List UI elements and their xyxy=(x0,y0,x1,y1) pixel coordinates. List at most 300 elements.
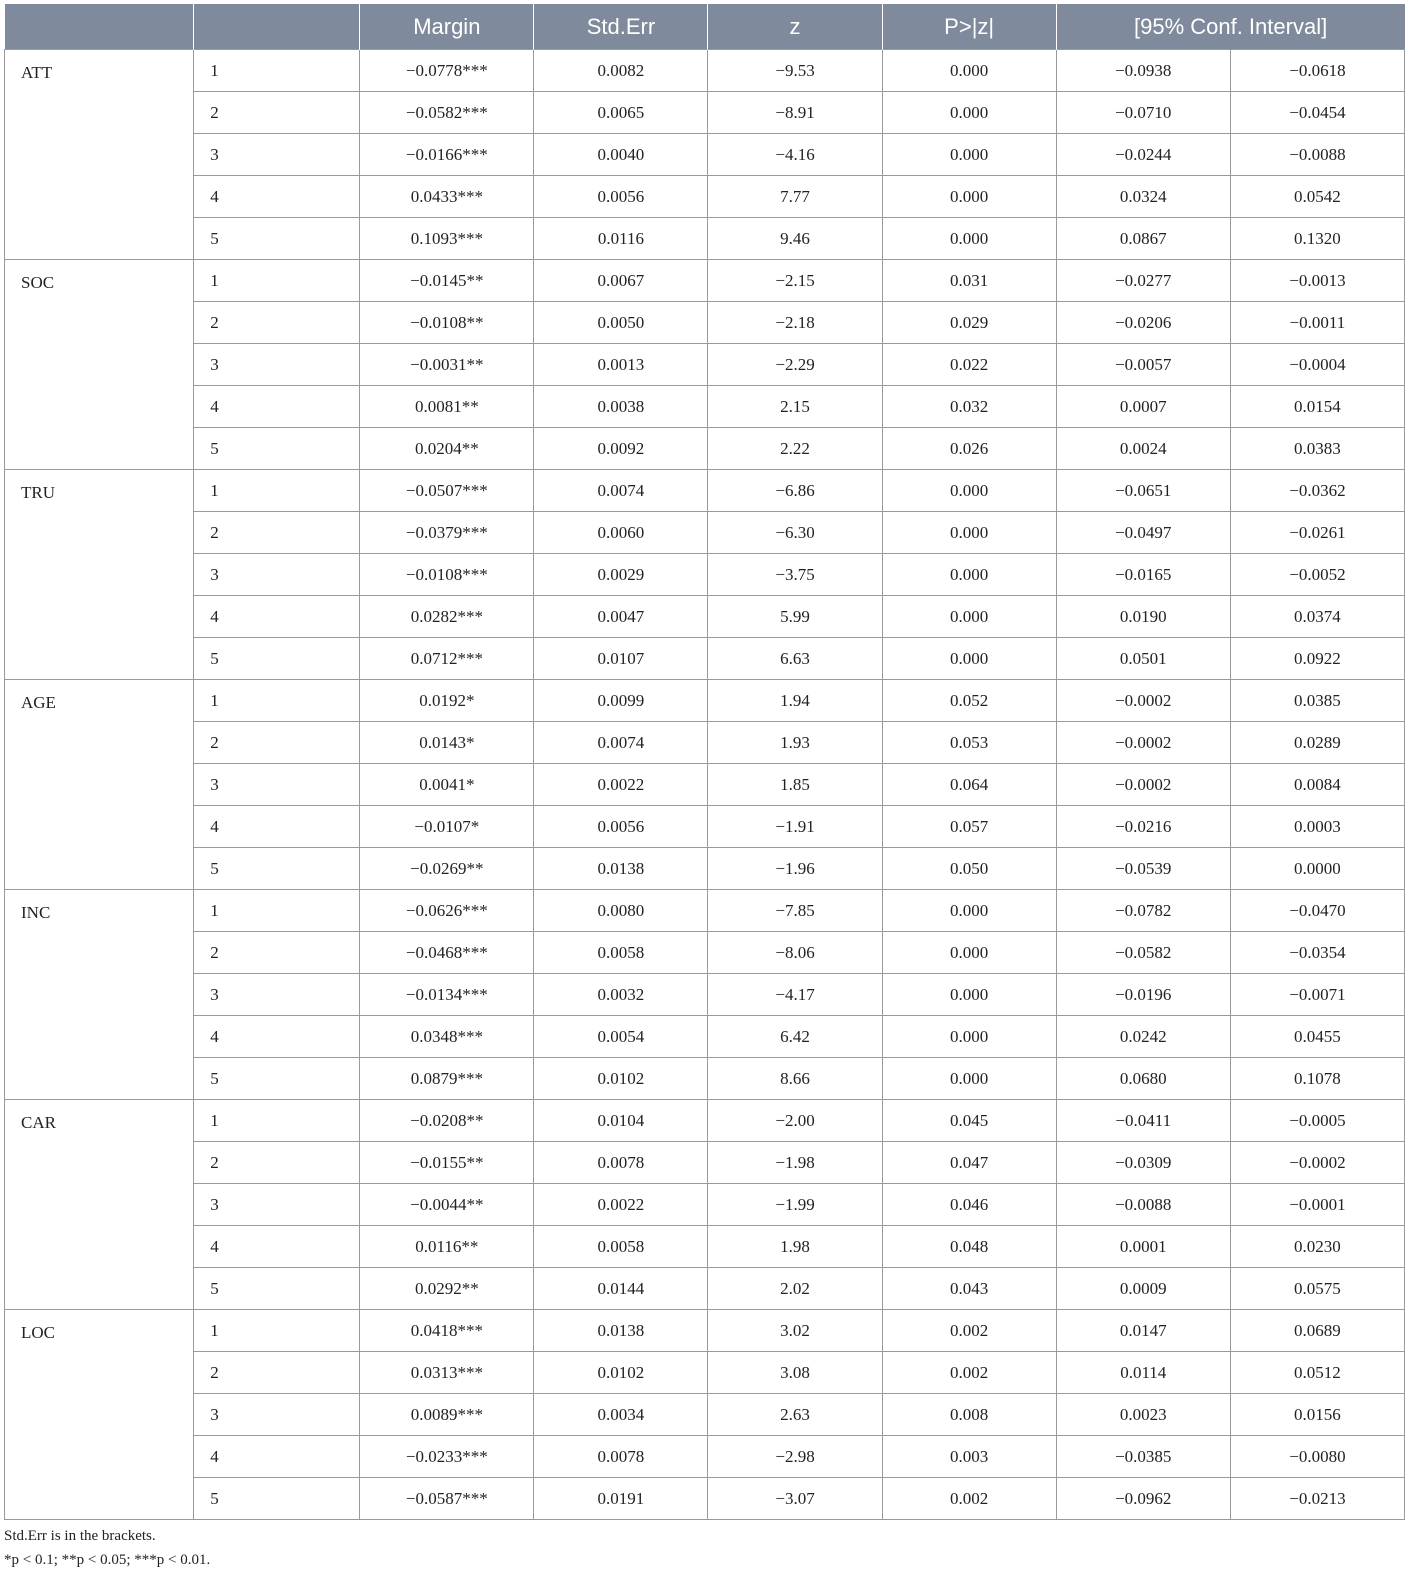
ci-lower: 0.0147 xyxy=(1056,1310,1230,1352)
ci-upper: −0.0080 xyxy=(1230,1436,1404,1478)
ci-lower: −0.0196 xyxy=(1056,974,1230,1016)
margin-value: −0.0269** xyxy=(360,848,534,890)
std-err-value: 0.0191 xyxy=(534,1478,708,1520)
ci-lower: −0.0057 xyxy=(1056,344,1230,386)
header-p-value: P>|z| xyxy=(882,4,1056,50)
table-header xyxy=(5,4,1405,50)
std-err-value: 0.0050 xyxy=(534,302,708,344)
z-value: −9.53 xyxy=(708,50,882,92)
p-value: 0.043 xyxy=(882,1268,1056,1310)
marginal-effects-table xyxy=(4,4,1405,1520)
outcome-level: 3 xyxy=(194,764,360,806)
table-row xyxy=(5,596,1405,638)
outcome-level: 4 xyxy=(194,1016,360,1058)
z-value: −4.17 xyxy=(708,974,882,1016)
margin-value: −0.0145** xyxy=(360,260,534,302)
margin-value: −0.0108*** xyxy=(360,554,534,596)
p-value: 0.002 xyxy=(882,1310,1056,1352)
header-outcome xyxy=(194,4,360,50)
outcome-level: 3 xyxy=(194,1394,360,1436)
outcome-level: 3 xyxy=(194,1184,360,1226)
z-value: −1.91 xyxy=(708,806,882,848)
p-value: 0.045 xyxy=(882,1100,1056,1142)
z-value: 2.63 xyxy=(708,1394,882,1436)
ci-upper: −0.0213 xyxy=(1230,1478,1404,1520)
std-err-value: 0.0013 xyxy=(534,344,708,386)
ci-lower: −0.0710 xyxy=(1056,92,1230,134)
ci-lower: 0.0001 xyxy=(1056,1226,1230,1268)
ci-lower: −0.0497 xyxy=(1056,512,1230,554)
p-value: 0.032 xyxy=(882,386,1056,428)
p-value: 0.000 xyxy=(882,932,1056,974)
std-err-value: 0.0138 xyxy=(534,848,708,890)
z-value: −2.00 xyxy=(708,1100,882,1142)
p-value: 0.000 xyxy=(882,134,1056,176)
margin-value: −0.0587*** xyxy=(360,1478,534,1520)
std-err-value: 0.0056 xyxy=(534,806,708,848)
ci-upper: −0.0052 xyxy=(1230,554,1404,596)
z-value: −3.75 xyxy=(708,554,882,596)
z-value: −4.16 xyxy=(708,134,882,176)
table-row xyxy=(5,1310,1405,1352)
ci-lower: 0.0501 xyxy=(1056,638,1230,680)
p-value: 0.022 xyxy=(882,344,1056,386)
ci-upper: −0.0354 xyxy=(1230,932,1404,974)
ci-lower: −0.0938 xyxy=(1056,50,1230,92)
footnote-std-err: Std.Err is in the brackets. xyxy=(4,1528,156,1544)
ci-lower: −0.0651 xyxy=(1056,470,1230,512)
table-row xyxy=(5,764,1405,806)
ci-upper: 0.0542 xyxy=(1230,176,1404,218)
ci-upper: −0.0618 xyxy=(1230,50,1404,92)
std-err-value: 0.0116 xyxy=(534,218,708,260)
ci-lower: −0.0206 xyxy=(1056,302,1230,344)
table-row xyxy=(5,1394,1405,1436)
table-row xyxy=(5,848,1405,890)
variable-label: INC xyxy=(5,890,194,1100)
p-value: 0.000 xyxy=(882,890,1056,932)
std-err-value: 0.0058 xyxy=(534,932,708,974)
table-row xyxy=(5,260,1405,302)
p-value: 0.057 xyxy=(882,806,1056,848)
std-err-value: 0.0078 xyxy=(534,1142,708,1184)
std-err-value: 0.0067 xyxy=(534,260,708,302)
std-err-value: 0.0065 xyxy=(534,92,708,134)
p-value: 0.031 xyxy=(882,260,1056,302)
outcome-level: 2 xyxy=(194,722,360,764)
p-value: 0.003 xyxy=(882,1436,1056,1478)
outcome-level: 1 xyxy=(194,890,360,932)
z-value: 3.02 xyxy=(708,1310,882,1352)
table-row xyxy=(5,50,1405,92)
z-value: 7.77 xyxy=(708,176,882,218)
outcome-level: 4 xyxy=(194,596,360,638)
ci-upper: 0.0156 xyxy=(1230,1394,1404,1436)
z-value: 6.63 xyxy=(708,638,882,680)
table-row xyxy=(5,344,1405,386)
p-value: 0.000 xyxy=(882,50,1056,92)
margin-value: 0.0879*** xyxy=(360,1058,534,1100)
outcome-level: 1 xyxy=(194,680,360,722)
std-err-value: 0.0102 xyxy=(534,1352,708,1394)
margin-value: −0.0031** xyxy=(360,344,534,386)
outcome-level: 2 xyxy=(194,512,360,554)
z-value: −1.98 xyxy=(708,1142,882,1184)
std-err-value: 0.0060 xyxy=(534,512,708,554)
z-value: −2.15 xyxy=(708,260,882,302)
outcome-level: 2 xyxy=(194,302,360,344)
std-err-value: 0.0074 xyxy=(534,722,708,764)
table-row xyxy=(5,92,1405,134)
p-value: 0.064 xyxy=(882,764,1056,806)
ci-lower: −0.0411 xyxy=(1056,1100,1230,1142)
variable-label: LOC xyxy=(5,1310,194,1520)
margin-value: 0.0348*** xyxy=(360,1016,534,1058)
header-variable xyxy=(5,4,194,50)
std-err-value: 0.0082 xyxy=(534,50,708,92)
table-row xyxy=(5,134,1405,176)
table-body xyxy=(5,50,1405,1520)
margin-value: 0.0433*** xyxy=(360,176,534,218)
margin-value: −0.0107* xyxy=(360,806,534,848)
outcome-level: 1 xyxy=(194,260,360,302)
table-row xyxy=(5,1058,1405,1100)
z-value: 9.46 xyxy=(708,218,882,260)
ci-upper: 0.0575 xyxy=(1230,1268,1404,1310)
ci-lower: −0.0165 xyxy=(1056,554,1230,596)
p-value: 0.000 xyxy=(882,92,1056,134)
table-row xyxy=(5,932,1405,974)
margin-value: 0.0089*** xyxy=(360,1394,534,1436)
variable-label: TRU xyxy=(5,470,194,680)
outcome-level: 5 xyxy=(194,1268,360,1310)
margin-value: −0.0166*** xyxy=(360,134,534,176)
ci-upper: −0.0013 xyxy=(1230,260,1404,302)
std-err-value: 0.0029 xyxy=(534,554,708,596)
z-value: −8.06 xyxy=(708,932,882,974)
margin-value: 0.0081** xyxy=(360,386,534,428)
ci-lower: −0.0088 xyxy=(1056,1184,1230,1226)
margin-value: −0.0155** xyxy=(360,1142,534,1184)
ci-lower: −0.0002 xyxy=(1056,722,1230,764)
z-value: 2.22 xyxy=(708,428,882,470)
margin-value: −0.0134*** xyxy=(360,974,534,1016)
outcome-level: 4 xyxy=(194,386,360,428)
table-row xyxy=(5,1100,1405,1142)
ci-upper: −0.0261 xyxy=(1230,512,1404,554)
ci-upper: 0.1078 xyxy=(1230,1058,1404,1100)
outcome-level: 3 xyxy=(194,134,360,176)
margin-value: −0.0108** xyxy=(360,302,534,344)
z-value: −2.29 xyxy=(708,344,882,386)
table-row xyxy=(5,1352,1405,1394)
ci-lower: −0.0277 xyxy=(1056,260,1230,302)
std-err-value: 0.0032 xyxy=(534,974,708,1016)
z-value: −2.18 xyxy=(708,302,882,344)
ci-lower: 0.0023 xyxy=(1056,1394,1230,1436)
table-row xyxy=(5,512,1405,554)
ci-upper: −0.0088 xyxy=(1230,134,1404,176)
ci-upper: 0.0383 xyxy=(1230,428,1404,470)
table-row xyxy=(5,680,1405,722)
p-value: 0.000 xyxy=(882,470,1056,512)
p-value: 0.026 xyxy=(882,428,1056,470)
std-err-value: 0.0040 xyxy=(534,134,708,176)
ci-lower: 0.0867 xyxy=(1056,218,1230,260)
ci-upper: 0.0000 xyxy=(1230,848,1404,890)
table-row xyxy=(5,1142,1405,1184)
header-std-err: Std.Err xyxy=(534,4,708,50)
z-value: 2.02 xyxy=(708,1268,882,1310)
margin-value: −0.0208** xyxy=(360,1100,534,1142)
ci-upper: −0.0005 xyxy=(1230,1100,1404,1142)
ci-upper: −0.0011 xyxy=(1230,302,1404,344)
std-err-value: 0.0038 xyxy=(534,386,708,428)
std-err-value: 0.0080 xyxy=(534,890,708,932)
table-row xyxy=(5,1226,1405,1268)
p-value: 0.050 xyxy=(882,848,1056,890)
table-row xyxy=(5,1016,1405,1058)
outcome-level: 5 xyxy=(194,1058,360,1100)
variable-label: SOC xyxy=(5,260,194,470)
outcome-level: 2 xyxy=(194,1352,360,1394)
variable-label: CAR xyxy=(5,1100,194,1310)
p-value: 0.002 xyxy=(882,1352,1056,1394)
variable-label: ATT xyxy=(5,50,194,260)
table-row xyxy=(5,1478,1405,1520)
z-value: −1.96 xyxy=(708,848,882,890)
std-err-value: 0.0138 xyxy=(534,1310,708,1352)
ci-lower: 0.0324 xyxy=(1056,176,1230,218)
ci-lower: −0.0539 xyxy=(1056,848,1230,890)
outcome-level: 4 xyxy=(194,806,360,848)
p-value: 0.000 xyxy=(882,1058,1056,1100)
std-err-value: 0.0054 xyxy=(534,1016,708,1058)
z-value: 1.94 xyxy=(708,680,882,722)
table-row xyxy=(5,722,1405,764)
ci-upper: 0.0154 xyxy=(1230,386,1404,428)
ci-upper: −0.0002 xyxy=(1230,1142,1404,1184)
p-value: 0.053 xyxy=(882,722,1056,764)
margin-value: −0.0379*** xyxy=(360,512,534,554)
outcome-level: 3 xyxy=(194,974,360,1016)
std-err-value: 0.0102 xyxy=(534,1058,708,1100)
std-err-value: 0.0092 xyxy=(534,428,708,470)
margin-value: −0.0044** xyxy=(360,1184,534,1226)
p-value: 0.000 xyxy=(882,176,1056,218)
p-value: 0.046 xyxy=(882,1184,1056,1226)
outcome-level: 3 xyxy=(194,554,360,596)
ci-upper: 0.0512 xyxy=(1230,1352,1404,1394)
z-value: 6.42 xyxy=(708,1016,882,1058)
ci-upper: 0.0385 xyxy=(1230,680,1404,722)
table-row xyxy=(5,1184,1405,1226)
z-value: −6.86 xyxy=(708,470,882,512)
ci-lower: −0.0216 xyxy=(1056,806,1230,848)
table-row xyxy=(5,1268,1405,1310)
ci-lower: −0.0962 xyxy=(1056,1478,1230,1520)
z-value: −2.98 xyxy=(708,1436,882,1478)
ci-upper: −0.0454 xyxy=(1230,92,1404,134)
ci-lower: −0.0244 xyxy=(1056,134,1230,176)
ci-upper: 0.0289 xyxy=(1230,722,1404,764)
ci-upper: 0.0230 xyxy=(1230,1226,1404,1268)
margin-value: −0.0626*** xyxy=(360,890,534,932)
ci-lower: 0.0190 xyxy=(1056,596,1230,638)
ci-lower: 0.0680 xyxy=(1056,1058,1230,1100)
p-value: 0.029 xyxy=(882,302,1056,344)
std-err-value: 0.0058 xyxy=(534,1226,708,1268)
z-value: 1.85 xyxy=(708,764,882,806)
margin-value: 0.0418*** xyxy=(360,1310,534,1352)
outcome-level: 5 xyxy=(194,848,360,890)
std-err-value: 0.0022 xyxy=(534,764,708,806)
ci-lower: −0.0309 xyxy=(1056,1142,1230,1184)
z-value: 1.93 xyxy=(708,722,882,764)
p-value: 0.000 xyxy=(882,596,1056,638)
z-value: 5.99 xyxy=(708,596,882,638)
ci-upper: 0.0374 xyxy=(1230,596,1404,638)
p-value: 0.002 xyxy=(882,1478,1056,1520)
z-value: 8.66 xyxy=(708,1058,882,1100)
margin-value: 0.1093*** xyxy=(360,218,534,260)
outcome-level: 1 xyxy=(194,1100,360,1142)
outcome-level: 5 xyxy=(194,218,360,260)
ci-lower: 0.0242 xyxy=(1056,1016,1230,1058)
ci-upper: −0.0004 xyxy=(1230,344,1404,386)
margin-value: −0.0468*** xyxy=(360,932,534,974)
margin-value: 0.0282*** xyxy=(360,596,534,638)
margin-value: 0.0313*** xyxy=(360,1352,534,1394)
p-value: 0.052 xyxy=(882,680,1056,722)
z-value: −7.85 xyxy=(708,890,882,932)
std-err-value: 0.0104 xyxy=(534,1100,708,1142)
p-value: 0.000 xyxy=(882,974,1056,1016)
margin-value: 0.0292** xyxy=(360,1268,534,1310)
std-err-value: 0.0078 xyxy=(534,1436,708,1478)
table-row xyxy=(5,806,1405,848)
p-value: 0.000 xyxy=(882,1016,1056,1058)
margin-value: −0.0778*** xyxy=(360,50,534,92)
table-row xyxy=(5,176,1405,218)
ci-upper: −0.0470 xyxy=(1230,890,1404,932)
ci-upper: 0.0689 xyxy=(1230,1310,1404,1352)
outcome-level: 5 xyxy=(194,1478,360,1520)
results-table-container xyxy=(4,4,1405,1572)
std-err-value: 0.0056 xyxy=(534,176,708,218)
ci-upper: −0.0362 xyxy=(1230,470,1404,512)
outcome-level: 5 xyxy=(194,638,360,680)
ci-upper: −0.0001 xyxy=(1230,1184,1404,1226)
ci-lower: −0.0582 xyxy=(1056,932,1230,974)
outcome-level: 2 xyxy=(194,1142,360,1184)
p-value: 0.000 xyxy=(882,638,1056,680)
table-row xyxy=(5,218,1405,260)
z-value: −3.07 xyxy=(708,1478,882,1520)
footnote-significance: *p < 0.1; **p < 0.05; ***p < 0.01. xyxy=(4,1552,211,1568)
outcome-level: 2 xyxy=(194,92,360,134)
ci-lower: −0.0782 xyxy=(1056,890,1230,932)
margin-value: −0.0507*** xyxy=(360,470,534,512)
outcome-level: 3 xyxy=(194,344,360,386)
ci-lower: 0.0024 xyxy=(1056,428,1230,470)
table-row xyxy=(5,974,1405,1016)
std-err-value: 0.0034 xyxy=(534,1394,708,1436)
ci-upper: 0.1320 xyxy=(1230,218,1404,260)
std-err-value: 0.0074 xyxy=(534,470,708,512)
ci-lower: 0.0114 xyxy=(1056,1352,1230,1394)
margin-value: 0.0116** xyxy=(360,1226,534,1268)
table-row xyxy=(5,1436,1405,1478)
margin-value: 0.0041* xyxy=(360,764,534,806)
table-row xyxy=(5,302,1405,344)
p-value: 0.000 xyxy=(882,554,1056,596)
std-err-value: 0.0107 xyxy=(534,638,708,680)
ci-upper: −0.0071 xyxy=(1230,974,1404,1016)
header-z: z xyxy=(708,4,882,50)
ci-lower: −0.0002 xyxy=(1056,680,1230,722)
p-value: 0.000 xyxy=(882,512,1056,554)
ci-lower: 0.0009 xyxy=(1056,1268,1230,1310)
z-value: 3.08 xyxy=(708,1352,882,1394)
std-err-value: 0.0144 xyxy=(534,1268,708,1310)
header-margin: Margin xyxy=(360,4,534,50)
outcome-level: 2 xyxy=(194,932,360,974)
outcome-level: 4 xyxy=(194,1226,360,1268)
std-err-value: 0.0022 xyxy=(534,1184,708,1226)
table-row xyxy=(5,890,1405,932)
p-value: 0.000 xyxy=(882,218,1056,260)
outcome-level: 4 xyxy=(194,176,360,218)
z-value: −6.30 xyxy=(708,512,882,554)
header-conf-interval: [95% Conf. Interval] xyxy=(1056,4,1404,50)
ci-upper: 0.0455 xyxy=(1230,1016,1404,1058)
table-row xyxy=(5,470,1405,512)
margin-value: 0.0143* xyxy=(360,722,534,764)
ci-upper: 0.0922 xyxy=(1230,638,1404,680)
p-value: 0.047 xyxy=(882,1142,1056,1184)
z-value: −8.91 xyxy=(708,92,882,134)
table-footnotes xyxy=(4,1524,1405,1572)
variable-label: AGE xyxy=(5,680,194,890)
table-row xyxy=(5,386,1405,428)
ci-upper: 0.0084 xyxy=(1230,764,1404,806)
ci-lower: −0.0385 xyxy=(1056,1436,1230,1478)
margin-value: −0.0582*** xyxy=(360,92,534,134)
margin-value: 0.0204** xyxy=(360,428,534,470)
std-err-value: 0.0047 xyxy=(534,596,708,638)
z-value: 1.98 xyxy=(708,1226,882,1268)
p-value: 0.048 xyxy=(882,1226,1056,1268)
outcome-level: 4 xyxy=(194,1436,360,1478)
p-value: 0.008 xyxy=(882,1394,1056,1436)
margin-value: 0.0712*** xyxy=(360,638,534,680)
outcome-level: 5 xyxy=(194,428,360,470)
std-err-value: 0.0099 xyxy=(534,680,708,722)
table-row xyxy=(5,638,1405,680)
table-row xyxy=(5,554,1405,596)
outcome-level: 1 xyxy=(194,50,360,92)
outcome-level: 1 xyxy=(194,1310,360,1352)
ci-lower: −0.0002 xyxy=(1056,764,1230,806)
ci-upper: 0.0003 xyxy=(1230,806,1404,848)
z-value: −1.99 xyxy=(708,1184,882,1226)
table-row xyxy=(5,428,1405,470)
margin-value: 0.0192* xyxy=(360,680,534,722)
z-value: 2.15 xyxy=(708,386,882,428)
outcome-level: 1 xyxy=(194,470,360,512)
margin-value: −0.0233*** xyxy=(360,1436,534,1478)
